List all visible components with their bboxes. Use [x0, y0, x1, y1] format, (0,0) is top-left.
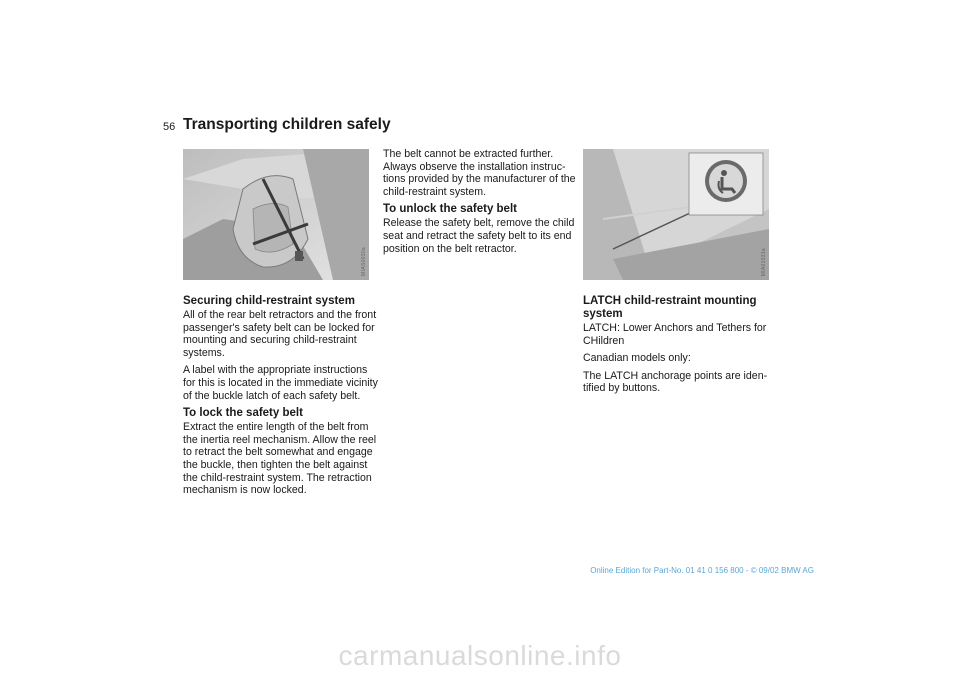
- paragraph: Canadian models only:: [583, 352, 691, 365]
- page-title: Transporting children safely: [183, 116, 391, 133]
- column-middle: [383, 148, 579, 260]
- page-number: 56: [163, 121, 176, 133]
- column-right: [583, 295, 773, 400]
- paragraph: LATCH: Lower Anchors and Tethers for CHildren: [583, 322, 767, 347]
- section-heading: To unlock the safety belt: [383, 203, 517, 216]
- section-heading: LATCH child-restraint mounting system: [583, 295, 757, 320]
- latch-anchor-image: [583, 149, 769, 280]
- image-code: MIA01031a: [761, 247, 767, 276]
- column-left: [183, 295, 379, 502]
- paragraph: The belt cannot be extracted further. Always observe the installation instruc-tions provided by the manufacturer of the child-restraint system.: [383, 148, 576, 198]
- image-code: MIAS0030a: [361, 247, 367, 276]
- child-seat-image: [183, 149, 369, 280]
- paragraph: The LATCH anchorage points are iden-tified by buttons.: [583, 369, 768, 395]
- paragraph: All of the rear belt retractors and the front passenger's safety belt can be locked for mounting and securing child-restraint systems.: [183, 309, 377, 359]
- paragraph: Release the safety belt, remove the child seat and retract the safety belt to its end position on the belt retractor.: [383, 217, 575, 255]
- footer-edition-link[interactable]: Online Edition for Part-No. 01 41 0 156 800 - © 09/02 BMW AG: [590, 566, 814, 575]
- paragraph: Extract the entire length of the belt from the inertia reel mechanism. Allow the reel to retract the belt somewhat and engage the buckle, then tighten the belt against the child-restraint system. The retraction mechanism is now locked.: [183, 421, 377, 497]
- paragraph: A label with the appropriate instructions for this is located in the immediate vicinity of the buckle latch of each safety belt.: [183, 364, 378, 402]
- section-heading: Securing child-restraint system: [183, 295, 355, 307]
- section-heading: To lock the safety belt: [183, 407, 303, 420]
- watermark: carmanualsonline.info: [338, 640, 622, 671]
